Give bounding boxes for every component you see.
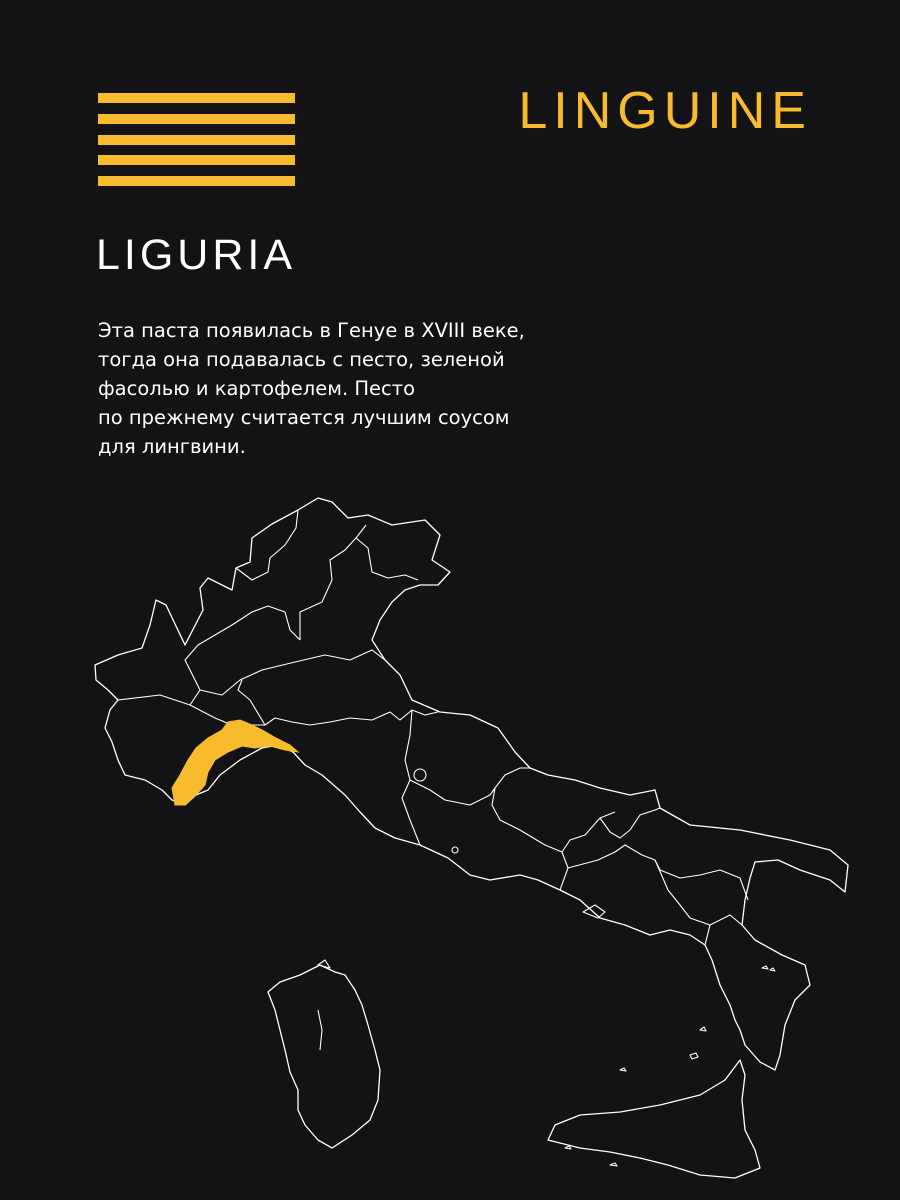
stripe [98, 176, 295, 186]
region-title: LIGURIA [96, 231, 297, 279]
description [98, 316, 598, 461]
stripe [98, 93, 295, 103]
striped-flag-icon [98, 93, 295, 186]
sardinia-outline [268, 965, 380, 1148]
description-line: для лингвини. [98, 435, 246, 458]
stripe [98, 135, 295, 145]
description-line: фасолью и картофелем. Песто [98, 377, 416, 400]
stripe [98, 155, 295, 165]
stripe [98, 114, 295, 124]
liguria-region [172, 720, 298, 805]
pasta-title: LINGUINE [518, 82, 812, 140]
sicily-outline [548, 1060, 760, 1178]
italy-map-icon [0, 480, 900, 1200]
islands [318, 769, 775, 1166]
description-line: тогда она подавалась с песто, зеленой [98, 348, 505, 371]
description-line: Эта паста появилась в Генуе в XVIII веке, [98, 319, 525, 342]
sardinia-inner-border [318, 1010, 322, 1050]
mainland-outline [95, 498, 848, 1070]
description-line: по прежнему считается лучшим соусом [98, 406, 510, 429]
region-borders [118, 510, 748, 945]
